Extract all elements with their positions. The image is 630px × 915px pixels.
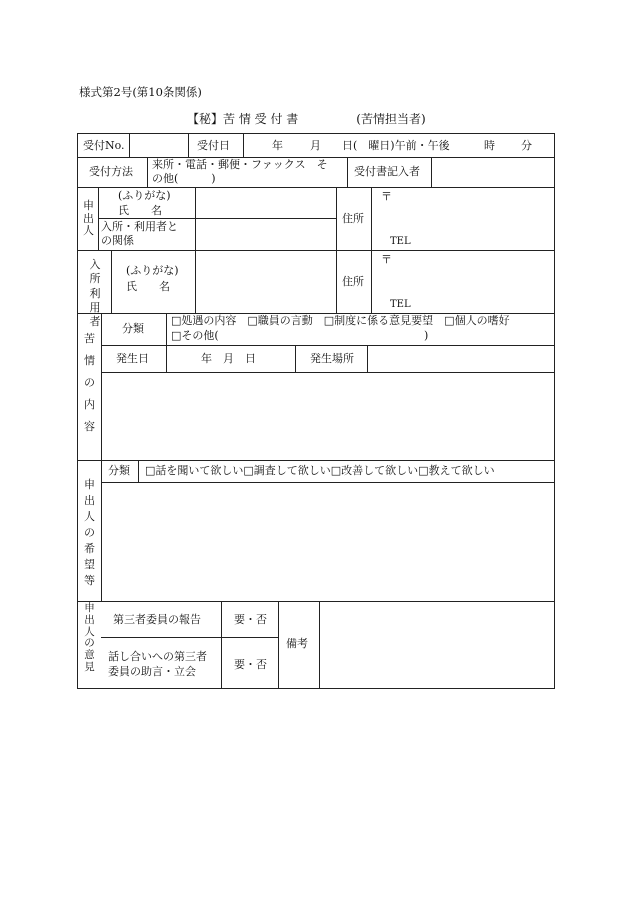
complaint-category-other: □その他(	[171, 329, 219, 342]
occurrence-place-label: 発生場所	[310, 352, 354, 365]
day-weekday-ampm-label: 日( 曜日)午前・午後	[342, 139, 450, 152]
remarks-label: 備考	[286, 637, 308, 650]
form-title-row	[187, 110, 426, 127]
complaint-category-options: □処遇の内容 □職員の言動 □制度に係る意見要望 □個人の嗜好	[171, 314, 510, 327]
complainant-postal-mark: 〒	[381, 190, 392, 203]
wishes-category-options: □話を聞いて欲しい□調査して欲しい□改善して欲しい□教えて欲しい	[145, 464, 495, 477]
mediation-yes-no: 要・否	[234, 658, 267, 671]
form-recorder-label: 受付書記入者	[354, 165, 420, 178]
resident-tel-label: TEL	[390, 299, 411, 310]
complaint-category-close: )	[424, 329, 429, 342]
third-party-report-label: 第三者委員の報告	[113, 613, 201, 626]
resident-postal-mark: 〒	[381, 253, 392, 266]
third-party-report-yes-no: 要・否	[234, 613, 267, 626]
complainant-address-label: 住所	[342, 212, 364, 225]
relation-label-line2: の関係	[101, 234, 134, 247]
wishes-section-label: 申 出 人 の 希 望 等	[84, 478, 95, 587]
complainant-furigana-label: (ふりがな)	[118, 189, 171, 202]
hour-label: 時	[484, 139, 495, 152]
reception-no-label: 受付No.	[83, 139, 125, 152]
relation-label-line1: 入所・利用者と	[101, 220, 178, 233]
complaint-form-table	[77, 133, 555, 689]
complainant-tel-label: TEL	[390, 236, 411, 247]
opinion-section-label: 申 出 人 の 意 見	[84, 602, 95, 673]
complaint-handler-label: (苦情担当者)	[356, 112, 426, 126]
reception-method-options: 来所・電話・郵便・ファックス そ	[152, 158, 328, 171]
mediation-label-line1: 話し合いへの第三者	[108, 650, 207, 663]
month-label: 月	[310, 139, 321, 152]
minute-label: 分	[521, 139, 532, 152]
reception-method-label: 受付方法	[89, 165, 133, 178]
mediation-label-line2: 委員の助言・立会	[108, 665, 196, 678]
occurrence-date-value: 年 月 日	[201, 352, 256, 365]
wishes-category-label: 分類	[108, 464, 130, 477]
form-number: 様式第2号(第10条関係)	[79, 85, 202, 99]
form-title: 【秘】苦 情 受 付 書	[187, 112, 299, 126]
complainant-name-label: 氏 名	[118, 204, 162, 217]
resident-section-label: 入 所 利 用 者	[89, 258, 101, 329]
resident-name-label: 氏 名	[126, 280, 170, 293]
occurrence-date-label: 発生日	[116, 352, 149, 365]
complaint-section-label: 苦 情 の 内 容	[84, 332, 95, 433]
resident-address-label: 住所	[342, 275, 364, 288]
year-label: 年	[272, 139, 283, 152]
reception-method-other: の他( )	[152, 172, 216, 185]
reception-date-label: 受付日	[197, 139, 230, 152]
complaint-category-label: 分類	[122, 322, 144, 335]
complainant-section-label: 申 出 人	[83, 199, 94, 238]
resident-furigana-label: (ふりがな)	[126, 264, 179, 277]
